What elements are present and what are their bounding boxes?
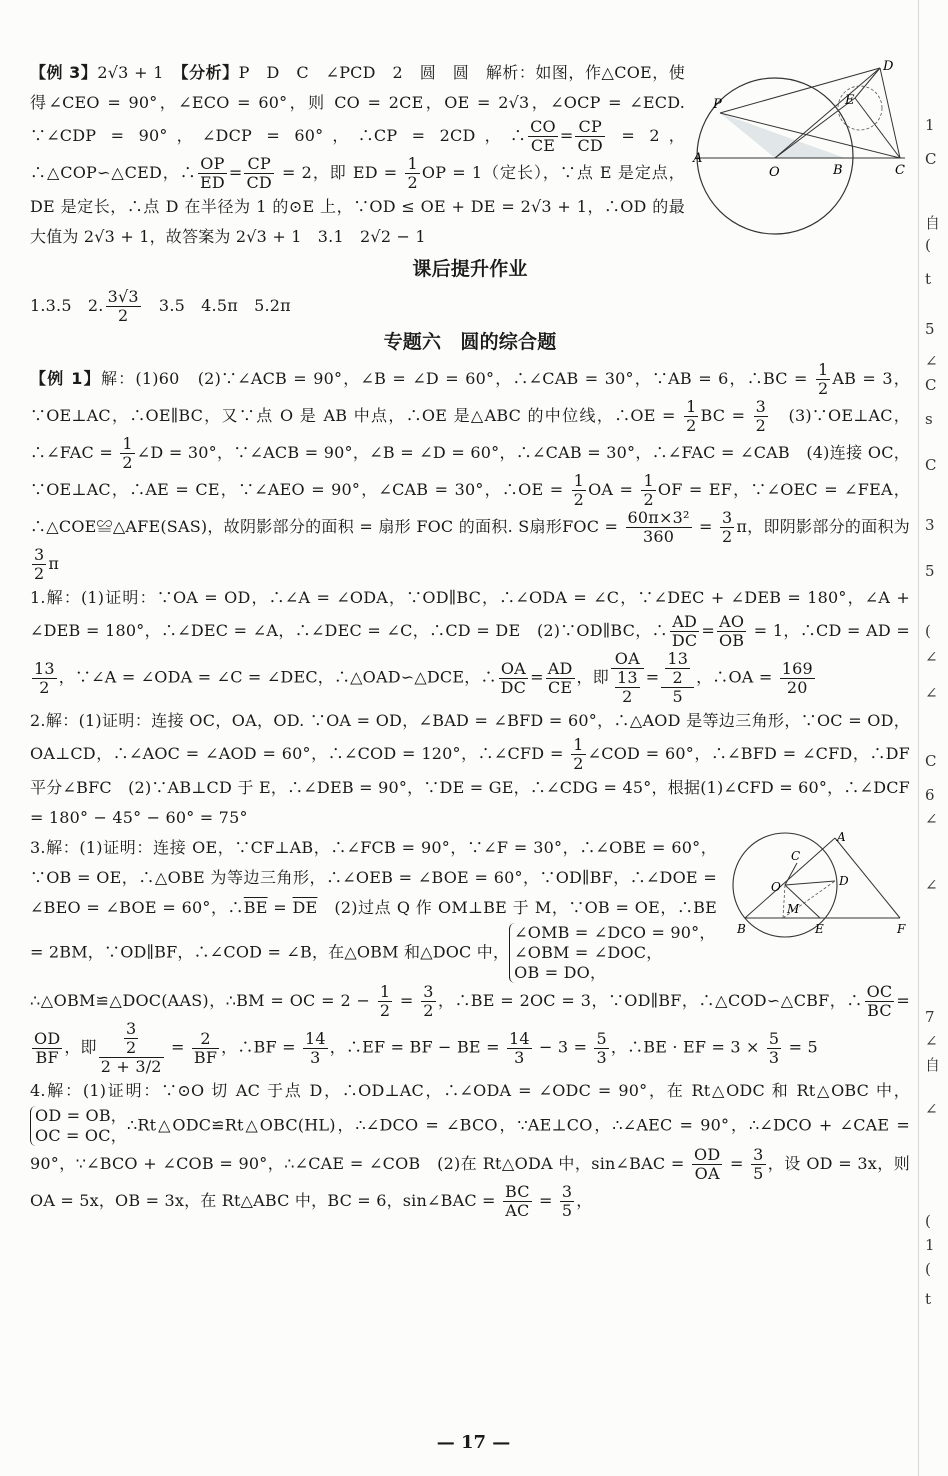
fraction: $\frac{CO}{CE}$ [530, 117, 556, 155]
edge-fragment: t [925, 270, 932, 288]
fraction: $\frac{3}{2}$ [755, 397, 767, 435]
fig1-label: C [895, 163, 906, 178]
fraction: $\frac{OP}{ED}$ [199, 154, 225, 192]
analysis-text: P D C ∠PCD 2 圆 圆 解析：如图，作△COE，使得∠CEO = 90°，∠ECO = 60°，则 CO = 2CE，OE = 2√3，∠OCP = ∠ECD. ∵∠CDP = 90°，∠DCP = 60°，∴CP = 2CD，∴ [30, 63, 685, 145]
fraction: $\frac{CP}{CD}$ [246, 154, 272, 192]
fraction: $\frac{1}{2}$ [686, 397, 697, 435]
fraction: $\frac{3}{2}$ [721, 508, 733, 546]
edge-fragment: C [925, 150, 937, 168]
analysis-text: = 2，∴△COP∽△CED，∴ [30, 126, 686, 182]
fraction: $\frac{\text{60π×3²}}{360}$ [627, 508, 690, 546]
fig2-label: E [815, 922, 824, 936]
fraction: $\frac{AD}{CE}$ [547, 658, 573, 697]
main-column [30, 58, 910, 1220]
question-3: 3.解：(1)证明：连接 OE，∵CF⊥AB，∴∠FCB = 90°，∵∠F = 30°，∴∠OBE = 60°，∵OB = OE，∴△OBE 为等边三角形，∴∠OEB = ∠BOE = 60°，∵OD∥BF，∴∠DOE = ∠BEO = ∠BOE = 60°，$\therefore\overline{BE} = \overline{DE}$ (2)过点 Q 作 OM⊥BE 于 M，∵OB = OE，∴BE = 2BM，∵OD∥BF，∴∠COD = ∠B，在△OBM 和△DOC 中， ∠OMB = ∠DCO = 90°， ∠OBM = ∠DOC， OB = DO， ∴△OBM≌△DOC(AAS)，∴BM = OC = 2 − $\frac{1}{2}$ = $\frac{3}{2}$ ，∴BE = 2OC = 3，∵OD∥BF，∴△COD∽△CBF，∴ $\frac{OC}{BC}$ = $\frac{OD}{BF}$ ，即 $\frac{\frac{3}{2}}{2 + 3/2}$ = $\frac{2}{BF}$ ，∴BF = $\frac{14}{3}$ ，∴EF = BF − BE = $\frac{14}{3}$ − 3 = $\frac{5}{3}$ ，∴BE · EF = 3 × $\frac{5}{3}$ = 5 [30, 838, 910, 1076]
fraction: $\frac{3}{2}$ [34, 545, 45, 583]
example-label: 【例 3】 [30, 63, 98, 82]
fraction: $\frac{OD}{OA}$ [694, 1145, 721, 1183]
fraction: $\frac{1}{2}$ [573, 735, 584, 773]
edge-fragment: ( [925, 622, 931, 640]
fraction: $\frac{OC}{BC}$ [866, 982, 893, 1020]
edge-fragment: C [925, 752, 937, 770]
edge-fragment: ( [925, 236, 931, 254]
edge-fragment: 7 [925, 1008, 935, 1026]
fig2-label: F [897, 922, 906, 936]
fraction: $\frac{3}{2}$ [423, 982, 434, 1020]
edge-fragment: ∠ [925, 352, 938, 370]
fraction: $\frac{1}{2}$ [643, 471, 654, 509]
analysis-text: OP = 1（定长），∵点 E 是定点，DE 是定长，∴点 D 在半径为 1 的⊙E 上，∵OD ≤ OE + DE = 2√3 + 1，∴OD 的最大值为 2√3 + 1，故答案为 2√3 + 1 3.1 2√2 − 1 [30, 163, 685, 246]
question-1: 1.解：(1)证明：∵OA = OD，∴∠A = ∠ODA，∵OD∥BC，∴∠ODA = ∠C，∵∠DEC + ∠DEB = 180°，∠A + ∠DEB = 180°，∴∠DEC = ∠A，∴∠DEC = ∠C，∴CD = DE (2)∵OD∥BC，∴ $\frac{AD}{DC}$ = $\frac{AO}{OB}$ = 1，∴CD = AD = $\frac{13}{2}$ ，∵∠A = ∠ODA = ∠C = ∠DEC，∴△OAD∽△DCE，∴ $\frac{OA}{DC}$ = $\frac{AD}{CE}$ ，即 $\frac{OA}{\frac{13}{2}}$ = $\frac{\frac{13}{2}}{5}$ ，∴OA = $\frac{169}{20}$ [30, 588, 910, 706]
arc-be: $\overline{BE}$ [243, 898, 268, 917]
example-answer: 2√3 + 1 [97, 63, 164, 82]
fraction: $\frac{CP}{CD}$ [577, 117, 603, 155]
edge-fragment: 1 [925, 1236, 935, 1254]
fraction: $\frac{AO}{OB}$ [718, 612, 745, 650]
edge-fragment: s [925, 410, 933, 428]
fig2-label: C [791, 849, 801, 863]
fig2-label: D [839, 874, 849, 888]
fraction: $\frac{3}{5}$ [753, 1145, 764, 1183]
edge-fragment: ∠ [925, 1032, 938, 1050]
fraction: $\frac{OA}{\frac{13}{2}}$ [611, 650, 644, 706]
adjacent-column-fragments [918, 0, 948, 1476]
fraction: $\frac{169}{20}$ [781, 658, 813, 697]
fraction: $\frac{14}{3}$ [304, 1028, 326, 1067]
fraction: $\frac{3}{5}$ [561, 1182, 573, 1220]
fraction: $\frac{BC}{AC}$ [504, 1182, 530, 1220]
fraction: $\frac{1}{2}$ [407, 154, 418, 192]
edge-fragment: C [925, 456, 937, 474]
example-1: 【例 1】解：(1)60 (2)∵∠ACB = 90°，∠B = ∠D = 60°，∴∠CAB = 30°，∵AB = 6，∴BC = $\frac{1}{2}$ AB = 3，∵OE⊥AC，∴OE∥BC，又∵点 O 是 AB 中点，∴OE 是△ABC 的中位线，∴OE = $\frac{1}{2}$ BC = $\frac{3}{2}$ (3)∵OE⊥AC，∴∠FAC = $\frac{1}{2}$ ∠D = 30°，∵∠ACB = 90°，∠B = ∠D = 60°，∴∠CAB = 30°，∴∠FAC = ∠CAB (4)连接 OC，∵OE⊥AC，∴AE = CE，∵∠AEO = 90°，∠CAB = 30°，∴OE = $\frac{1}{2}$ OA = $\frac{1}{2}$ OF = EF，∵∠OEC = ∠FEA，∴△COE≌△AFE(SAS)，故阴影部分的面积 = 扇形 FOC 的面积. S扇形FOC = $\frac{\text{60π×3²}}{360}$ = $\frac{3}{2}$ π，即阴影部分的面积为 $\frac{3}{2}$ π [30, 360, 910, 583]
figure-circle-obe [725, 830, 910, 948]
fraction: $\frac{AD}{DC}$ [671, 612, 698, 650]
fig1-label: O [769, 165, 780, 180]
answer-text: 1.3.5 2. [30, 296, 104, 315]
analysis-label: 【分析】 [180, 63, 239, 82]
edge-fragment: ( [925, 1260, 931, 1278]
edge-fragment: ∠ [925, 810, 938, 828]
example-3: 【例 3】2√3 + 1 【分析】P D C ∠PCD 2 圆 圆 解析：如图，作△COE，使得∠CEO = 90°，∠ECO = 60°，则 CO = 2CE，OE = 2√3，∠OCP = ∠ECD. ∵∠CDP = 90°，∠DCP = 60°，∴CP = 2CD，∴ $\frac{CO}{CE}$ = $\frac{CP}{CD}$ = 2，∴△COP∽△CED，∴ $\frac{OP}{ED}$ = $\frac{CP}{CD}$ = 2，即 ED = $\frac{1}{2}$ OP = 1（定长），∵点 E 是定点，DE 是定长，∴点 D 在半径为 1 的⊙E 上，∵OD ≤ OE + DE = 2√3 + 1，∴OD 的最大值为 2√3 + 1，故答案为 2√3 + 1 3.1 2√2 − 1 [30, 63, 686, 246]
edge-fragment: 5 [925, 562, 935, 580]
fig2-label: A [837, 830, 846, 844]
fig1-label: P [713, 97, 722, 112]
analysis-text: = 2，即 ED = [275, 163, 404, 182]
fig1-label: D [883, 59, 894, 74]
question-4: 4.解：(1)证明：∵⊙O 切 AC 于点 D，∴OD⊥AC，∴∠ODA = ∠ODC = 90°，在 Rt△ODC 和 Rt△OBC 中， OD = OB， OC = OC， ∴Rt△ODC≌Rt△OBC(HL)，∴∠DCO = ∠BCO，∵AE⊥CO，∴∠AEC = 90°，∴∠DCO + ∠CAE = 90°，∵∠BCO + ∠COB = 90°，∴∠CAE = ∠COB (2)在 Rt△ODA 中，sin∠BAC = $\frac{OD}{OA}$ = $\frac{3}{5}$ ，设 OD = 3x，则 OA = 5x，OB = 3x，在 Rt△ABC 中，BC = 6，sin∠BAC = $\frac{BC}{AC}$ = $\frac{3}{5}$ ， [30, 1081, 911, 1220]
homework-answers [30, 288, 910, 325]
edge-fragment: 自 [925, 214, 941, 232]
fig1-label: E [845, 93, 855, 108]
page-number: — 17 — [436, 1432, 511, 1453]
brace-system: OD = OB， OC = OC， [30, 1106, 127, 1146]
question-2: 2.解：(1)证明：连接 OC，OA，OD. ∵OA = OD，∠BAD = ∠BFD = 60°，∴△AOD 是等边三角形，∵OC = OD，OA⊥CD，∴∠AOC = ∠AOD = 60°，∴∠COD = 120°，∴∠CFD = $\frac{1}{2}$ ∠COD = 60°，∴∠BFD = ∠CFD，∴DF 平分∠BFC (2)∵AB⊥CD 于 E，∴∠DEB = 90°，∵DE = GE，∴∠CDG = 45°，根据(1)∠CFD = 60°，∴∠DCF = 180° − 45° − 60° = 75° [30, 711, 910, 827]
fraction: $\frac{1}{2}$ [573, 471, 585, 509]
fraction: $\frac{5}{3}$ [596, 1028, 607, 1067]
edge-fragment: 自 [925, 1056, 941, 1074]
edge-fragment: ∠ [925, 684, 938, 702]
edge-fragment: 1 [925, 116, 935, 134]
edge-fragment: ( [925, 1212, 931, 1230]
fig1-label: B [833, 163, 843, 178]
fraction: $\frac{1}{2}$ [122, 434, 133, 472]
edge-fragment: 5 [925, 320, 935, 338]
fig2-label: B [737, 922, 747, 936]
example-label: 【例 1】 [30, 369, 101, 388]
fraction: $\frac{\frac{13}{2}}{5}$ [661, 650, 694, 706]
fraction: $\frac{14}{3}$ [508, 1028, 530, 1067]
fraction: $\frac{OA}{DC}$ [500, 658, 527, 697]
edge-fragment: 6 [925, 786, 935, 804]
section-title-homework: 课后提升作业 [412, 258, 528, 280]
fig2-label: M [787, 902, 800, 916]
answer-text: 3.5 4.5π 5.2π [142, 296, 291, 315]
fig2-label: O [771, 880, 782, 894]
figure-circle-pcd [695, 58, 910, 254]
fraction: $\frac{2}{BF}$ [193, 1028, 218, 1067]
edge-fragment: 3 [925, 516, 935, 534]
brace-system: ∠OMB = ∠DCO = 90°， ∠OBM = ∠DOC， OB = DO， [509, 923, 715, 983]
section-title-topic6: 专题六 圆的综合题 [383, 331, 557, 353]
fraction: $\frac{3√3}{2}$ [107, 287, 139, 325]
edge-fragment: ∠ [925, 648, 938, 666]
edge-fragment: ∠ [925, 1100, 938, 1118]
edge-fragment: t [925, 1290, 932, 1308]
edge-fragment: ∠ [925, 876, 938, 894]
fraction: $\frac{1}{2}$ [817, 360, 829, 398]
edge-fragment: C [925, 376, 937, 394]
fraction: $\frac{13}{2}$ [34, 658, 55, 697]
fraction: $\frac{1}{2}$ [379, 982, 391, 1020]
fraction: $\frac{OD}{BF}$ [34, 1028, 61, 1067]
fig1-label: A [693, 151, 703, 166]
fraction: $\frac{5}{3}$ [768, 1028, 780, 1067]
arc-de: $\overline{DE}$ [292, 898, 318, 917]
fraction: $\frac{\frac{3}{2}}{2 + 3/2}$ [100, 1019, 162, 1076]
